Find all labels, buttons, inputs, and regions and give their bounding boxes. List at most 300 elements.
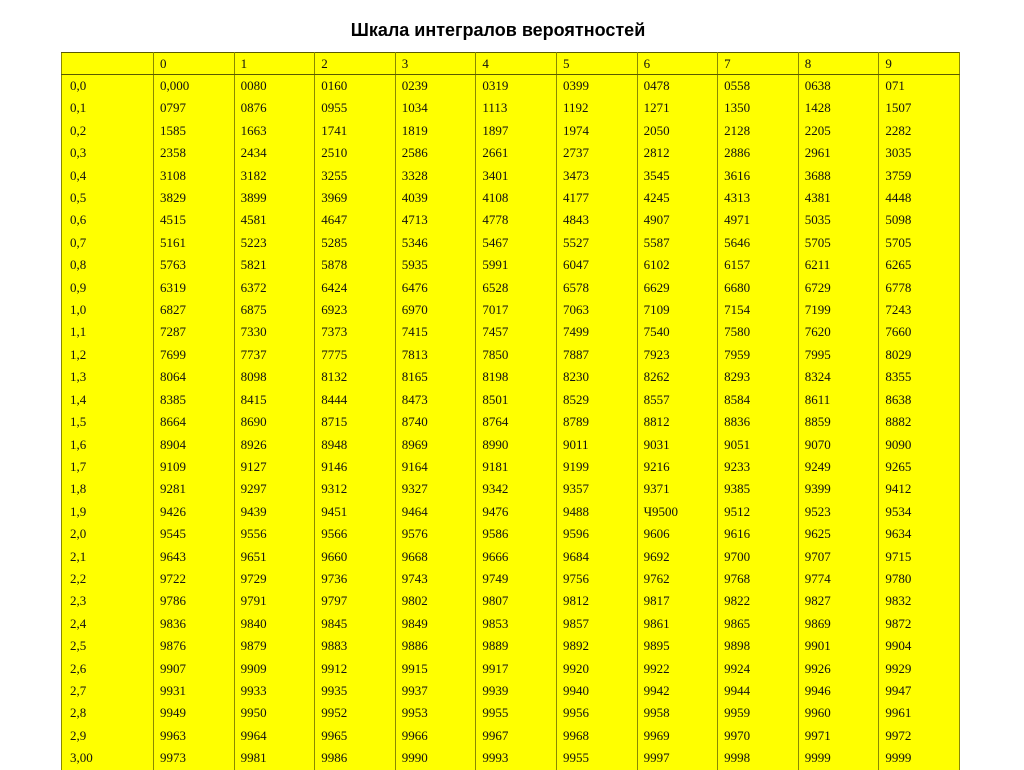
table-cell: 9786 [154, 590, 235, 612]
table-cell: 9912 [315, 658, 396, 680]
table-row [62, 434, 960, 456]
table-cell: 9879 [234, 635, 315, 657]
table-cell: 9439 [234, 501, 315, 523]
table-cell: 9426 [154, 501, 235, 523]
table-cell: 9576 [395, 523, 476, 545]
row-header-cell: 1,9 [62, 501, 154, 523]
table-cell: 5098 [879, 209, 960, 231]
table-cell: 4843 [556, 209, 637, 231]
table-cell: 9845 [315, 613, 396, 635]
row-header-cell: 0,8 [62, 254, 154, 276]
table-cell: 7499 [556, 321, 637, 343]
table-cell: 9869 [798, 613, 879, 635]
table-cell: 8638 [879, 389, 960, 411]
table-cell: 8415 [234, 389, 315, 411]
table-cell: 3328 [395, 165, 476, 187]
table-cell: 9181 [476, 456, 557, 478]
column-header-2: 2 [315, 53, 396, 75]
table-cell: 8584 [718, 389, 799, 411]
row-header-cell: 1,2 [62, 344, 154, 366]
table-cell: 9451 [315, 501, 396, 523]
table-cell: 8859 [798, 411, 879, 433]
table-cell: 9949 [154, 702, 235, 724]
table-cell: 8969 [395, 434, 476, 456]
table-row [62, 254, 960, 276]
table-cell: 8557 [637, 389, 718, 411]
table-row [62, 568, 960, 590]
column-header-1: 1 [234, 53, 315, 75]
table-cell: 9935 [315, 680, 396, 702]
column-header-9: 9 [879, 53, 960, 75]
table-cell: 9736 [315, 568, 396, 590]
table-cell: 4448 [879, 187, 960, 209]
table-cell: 6528 [476, 277, 557, 299]
table-cell: 9840 [234, 613, 315, 635]
table-cell: 9889 [476, 635, 557, 657]
table-cell: 9955 [556, 747, 637, 769]
table-cell: 9566 [315, 523, 396, 545]
table-cell: 7109 [637, 299, 718, 321]
table-cell: 9312 [315, 478, 396, 500]
table-row [62, 747, 960, 769]
table-cell: 9692 [637, 546, 718, 568]
table-cell: 9966 [395, 725, 476, 747]
table-cell: 1350 [718, 97, 799, 119]
table-row [62, 546, 960, 568]
table-cell: 9970 [718, 725, 799, 747]
table-cell: 9836 [154, 613, 235, 635]
table-cell: 7373 [315, 321, 396, 343]
column-header-3: 3 [395, 53, 476, 75]
row-header-cell: 0,4 [62, 165, 154, 187]
table-cell: 4581 [234, 209, 315, 231]
row-header-cell: 2,5 [62, 635, 154, 657]
table-cell: 1034 [395, 97, 476, 119]
table-cell: 9849 [395, 613, 476, 635]
table-cell: 7457 [476, 321, 557, 343]
table-cell: 9807 [476, 590, 557, 612]
table-cell: 9070 [798, 434, 879, 456]
table-cell: 9972 [879, 725, 960, 747]
table-cell: 9127 [234, 456, 315, 478]
table-cell: 9952 [315, 702, 396, 724]
table-cell: 9950 [234, 702, 315, 724]
row-header-cell: 3,00 [62, 747, 154, 769]
table-row [62, 321, 960, 343]
table-cell: 8230 [556, 366, 637, 388]
table-cell: 5223 [234, 232, 315, 254]
table-cell: 9990 [395, 747, 476, 769]
table-cell: 8740 [395, 411, 476, 433]
table-cell: 7199 [798, 299, 879, 321]
table-cell: 8789 [556, 411, 637, 433]
table-cell: 1663 [234, 120, 315, 142]
table-cell: 5991 [476, 254, 557, 276]
table-cell: 9898 [718, 635, 799, 657]
table-cell: 1585 [154, 120, 235, 142]
table-cell: 2205 [798, 120, 879, 142]
table-cell: 7287 [154, 321, 235, 343]
table-cell: 0319 [476, 75, 557, 98]
table-cell: 2586 [395, 142, 476, 164]
table-row [62, 456, 960, 478]
table-cell: 9971 [798, 725, 879, 747]
table-cell: 9998 [718, 747, 799, 769]
row-header-cell: 2,0 [62, 523, 154, 545]
table-cell: 2886 [718, 142, 799, 164]
table-cell: 3473 [556, 165, 637, 187]
table-cell: 071 [879, 75, 960, 98]
table-cell: 9556 [234, 523, 315, 545]
table-cell: 3545 [637, 165, 718, 187]
table-cell: 1897 [476, 120, 557, 142]
row-header-cell: 1,1 [62, 321, 154, 343]
table-cell: 7995 [798, 344, 879, 366]
table-cell: 9534 [879, 501, 960, 523]
table-cell: Ч9500 [637, 501, 718, 523]
table-cell: 6729 [798, 277, 879, 299]
table-cell: 4313 [718, 187, 799, 209]
table-cell: 9924 [718, 658, 799, 680]
table-cell: 9545 [154, 523, 235, 545]
table-cell: 9797 [315, 590, 396, 612]
table-cell: 1113 [476, 97, 557, 119]
table-cell: 9774 [798, 568, 879, 590]
table-cell: 5821 [234, 254, 315, 276]
table-cell: 9861 [637, 613, 718, 635]
table-cell: 4108 [476, 187, 557, 209]
table-cell: 9965 [315, 725, 396, 747]
table-cell: 9956 [556, 702, 637, 724]
table-cell: 9412 [879, 478, 960, 500]
table-cell: 7017 [476, 299, 557, 321]
table-cell: 6319 [154, 277, 235, 299]
table-cell: 9802 [395, 590, 476, 612]
table-cell: 5763 [154, 254, 235, 276]
table-row [62, 635, 960, 657]
table-cell: 4713 [395, 209, 476, 231]
table-body [62, 75, 960, 770]
table-cell: 9915 [395, 658, 476, 680]
table-cell: 9920 [556, 658, 637, 680]
table-row [62, 478, 960, 500]
table-cell: 9926 [798, 658, 879, 680]
table-cell: 9668 [395, 546, 476, 568]
table-cell: 7330 [234, 321, 315, 343]
table-cell: 9953 [395, 702, 476, 724]
table-cell: 6211 [798, 254, 879, 276]
table-cell: 1271 [637, 97, 718, 119]
table-cell: 1507 [879, 97, 960, 119]
table-cell: 8990 [476, 434, 557, 456]
table-cell: 5285 [315, 232, 396, 254]
column-header-6: 6 [637, 53, 718, 75]
table-cell: 9722 [154, 568, 235, 590]
table-row [62, 142, 960, 164]
table-cell: 3108 [154, 165, 235, 187]
column-header-5: 5 [556, 53, 637, 75]
table-cell: 9946 [798, 680, 879, 702]
table-cell: 9940 [556, 680, 637, 702]
table-cell: 9944 [718, 680, 799, 702]
table-cell: 8715 [315, 411, 396, 433]
table-header-row [62, 53, 960, 75]
table-cell: 4177 [556, 187, 637, 209]
table-cell: 9832 [879, 590, 960, 612]
table-cell: 4778 [476, 209, 557, 231]
table-cell: 7580 [718, 321, 799, 343]
table-cell: 9729 [234, 568, 315, 590]
table-cell: 6265 [879, 254, 960, 276]
table-cell: 9993 [476, 747, 557, 769]
table-cell: 9399 [798, 478, 879, 500]
table-cell: 7887 [556, 344, 637, 366]
table-cell: 7415 [395, 321, 476, 343]
table-cell: 0080 [234, 75, 315, 98]
table-cell: 8385 [154, 389, 235, 411]
table-cell: 5035 [798, 209, 879, 231]
table-cell: 7660 [879, 321, 960, 343]
table-cell: 9651 [234, 546, 315, 568]
table-cell: 6102 [637, 254, 718, 276]
table-cell: 6778 [879, 277, 960, 299]
table-cell: 8948 [315, 434, 396, 456]
row-header-cell: 2,1 [62, 546, 154, 568]
table-cell: 7923 [637, 344, 718, 366]
table-cell: 2661 [476, 142, 557, 164]
table-cell: 9342 [476, 478, 557, 500]
table-row [62, 97, 960, 119]
row-header-cell: 0,6 [62, 209, 154, 231]
table-cell: 0399 [556, 75, 637, 98]
table-cell: 5161 [154, 232, 235, 254]
table-cell: 9371 [637, 478, 718, 500]
table-cell: 9997 [637, 747, 718, 769]
table-cell: 9876 [154, 635, 235, 657]
table-cell: 7737 [234, 344, 315, 366]
table-cell: 9968 [556, 725, 637, 747]
table-row [62, 299, 960, 321]
table-cell: 5705 [798, 232, 879, 254]
table-row [62, 411, 960, 433]
table-cell: 9961 [879, 702, 960, 724]
table-cell: 0797 [154, 97, 235, 119]
table-cell: 1974 [556, 120, 637, 142]
table-cell: 7699 [154, 344, 235, 366]
table-cell: 9939 [476, 680, 557, 702]
table-cell: 6157 [718, 254, 799, 276]
row-header-cell: 1,3 [62, 366, 154, 388]
row-header-cell: 0,7 [62, 232, 154, 254]
table-cell: 9643 [154, 546, 235, 568]
table-cell: 9964 [234, 725, 315, 747]
table-cell: 9684 [556, 546, 637, 568]
table-cell: 2812 [637, 142, 718, 164]
row-header-cell: 2,4 [62, 613, 154, 635]
table-cell: 9715 [879, 546, 960, 568]
table-cell: 9265 [879, 456, 960, 478]
table-cell: 9464 [395, 501, 476, 523]
table-cell: 9942 [637, 680, 718, 702]
table-cell: 9625 [798, 523, 879, 545]
table-cell: 9109 [154, 456, 235, 478]
table-cell: 8098 [234, 366, 315, 388]
table-cell: 9700 [718, 546, 799, 568]
table-row [62, 389, 960, 411]
table-row [62, 590, 960, 612]
table-cell: 5646 [718, 232, 799, 254]
table-cell: 8529 [556, 389, 637, 411]
table-cell: 9937 [395, 680, 476, 702]
table-cell: 5346 [395, 232, 476, 254]
row-header-cell: 0,2 [62, 120, 154, 142]
table-cell: 9791 [234, 590, 315, 612]
table-cell: 9606 [637, 523, 718, 545]
table-cell: 9281 [154, 478, 235, 500]
table-row [62, 75, 960, 98]
table-cell: 9872 [879, 613, 960, 635]
table-cell: 1819 [395, 120, 476, 142]
row-header-cell: 1,0 [62, 299, 154, 321]
table-cell: 3969 [315, 187, 396, 209]
table-cell: 3899 [234, 187, 315, 209]
probability-integral-table [61, 52, 960, 770]
table-cell: 8611 [798, 389, 879, 411]
table-cell: 9707 [798, 546, 879, 568]
table-row [62, 120, 960, 142]
table-cell: 5467 [476, 232, 557, 254]
table-cell: 8882 [879, 411, 960, 433]
table-cell: 3616 [718, 165, 799, 187]
table-row [62, 702, 960, 724]
table-cell: 9822 [718, 590, 799, 612]
table-cell: 4907 [637, 209, 718, 231]
table-cell: 3035 [879, 142, 960, 164]
table-cell: 0239 [395, 75, 476, 98]
table-cell: 2737 [556, 142, 637, 164]
row-header-cell: 1,6 [62, 434, 154, 456]
table-cell: 7959 [718, 344, 799, 366]
table-cell: 8293 [718, 366, 799, 388]
table-cell: 9756 [556, 568, 637, 590]
table-cell: 5705 [879, 232, 960, 254]
table-cell: 9199 [556, 456, 637, 478]
table-cell: 4971 [718, 209, 799, 231]
row-header-cell: 0,0 [62, 75, 154, 98]
table-cell: 8926 [234, 434, 315, 456]
table-cell: 8444 [315, 389, 396, 411]
table-cell: 9476 [476, 501, 557, 523]
table-cell: 3182 [234, 165, 315, 187]
table-cell: 7620 [798, 321, 879, 343]
table-cell: 9901 [798, 635, 879, 657]
table-cell: 5935 [395, 254, 476, 276]
table-row [62, 209, 960, 231]
table-row [62, 165, 960, 187]
table-cell: 8262 [637, 366, 718, 388]
corner-header-cell [62, 53, 154, 75]
table-cell: 7154 [718, 299, 799, 321]
table-cell: 8836 [718, 411, 799, 433]
table-cell: 9385 [718, 478, 799, 500]
row-header-cell: 1,7 [62, 456, 154, 478]
table-cell: 5587 [637, 232, 718, 254]
table-row [62, 725, 960, 747]
column-header-7: 7 [718, 53, 799, 75]
row-header-cell: 2,2 [62, 568, 154, 590]
table-cell: 8904 [154, 434, 235, 456]
table-row [62, 344, 960, 366]
table-cell: 9596 [556, 523, 637, 545]
table-cell: 9780 [879, 568, 960, 590]
table-cell: 2050 [637, 120, 718, 142]
table-cell: 9357 [556, 478, 637, 500]
table-cell: 9216 [637, 456, 718, 478]
table-cell: 3688 [798, 165, 879, 187]
table-cell: 3829 [154, 187, 235, 209]
table-cell: 9931 [154, 680, 235, 702]
table-cell: 1741 [315, 120, 396, 142]
row-header-cell: 1,8 [62, 478, 154, 500]
table-cell: 9999 [879, 747, 960, 769]
table-cell: 3759 [879, 165, 960, 187]
row-header-cell: 1,4 [62, 389, 154, 411]
table-cell: 9967 [476, 725, 557, 747]
table-cell: 9917 [476, 658, 557, 680]
table-cell: 9981 [234, 747, 315, 769]
table-cell: 0478 [637, 75, 718, 98]
table-cell: 8198 [476, 366, 557, 388]
table-cell: 9895 [637, 635, 718, 657]
table-cell: 9031 [637, 434, 718, 456]
table-cell: 9523 [798, 501, 879, 523]
table-cell: 9857 [556, 613, 637, 635]
row-header-cell: 0,3 [62, 142, 154, 164]
table-cell: 2128 [718, 120, 799, 142]
table-cell: 9090 [879, 434, 960, 456]
table-cell: 9963 [154, 725, 235, 747]
row-header-cell: 2,3 [62, 590, 154, 612]
table-row [62, 232, 960, 254]
row-header-cell: 2,7 [62, 680, 154, 702]
table-cell: 0638 [798, 75, 879, 98]
table-cell: 2434 [234, 142, 315, 164]
column-header-0: 0 [154, 53, 235, 75]
table-cell: 9922 [637, 658, 718, 680]
table-cell: 8165 [395, 366, 476, 388]
table-cell: 6680 [718, 277, 799, 299]
table-row [62, 658, 960, 680]
table-cell: 8064 [154, 366, 235, 388]
table-cell: 9051 [718, 434, 799, 456]
table-cell: 9327 [395, 478, 476, 500]
table-row [62, 501, 960, 523]
table-cell: 9999 [798, 747, 879, 769]
table-cell: 8501 [476, 389, 557, 411]
table-cell: 9907 [154, 658, 235, 680]
table-cell: 6827 [154, 299, 235, 321]
column-header-8: 8 [798, 53, 879, 75]
table-cell: 9817 [637, 590, 718, 612]
table-cell: 9827 [798, 590, 879, 612]
table-cell: 8132 [315, 366, 396, 388]
table-cell: 0955 [315, 97, 396, 119]
table-cell: 9947 [879, 680, 960, 702]
table-cell: 3401 [476, 165, 557, 187]
table-row [62, 277, 960, 299]
table-cell: 9892 [556, 635, 637, 657]
table-cell: 4515 [154, 209, 235, 231]
